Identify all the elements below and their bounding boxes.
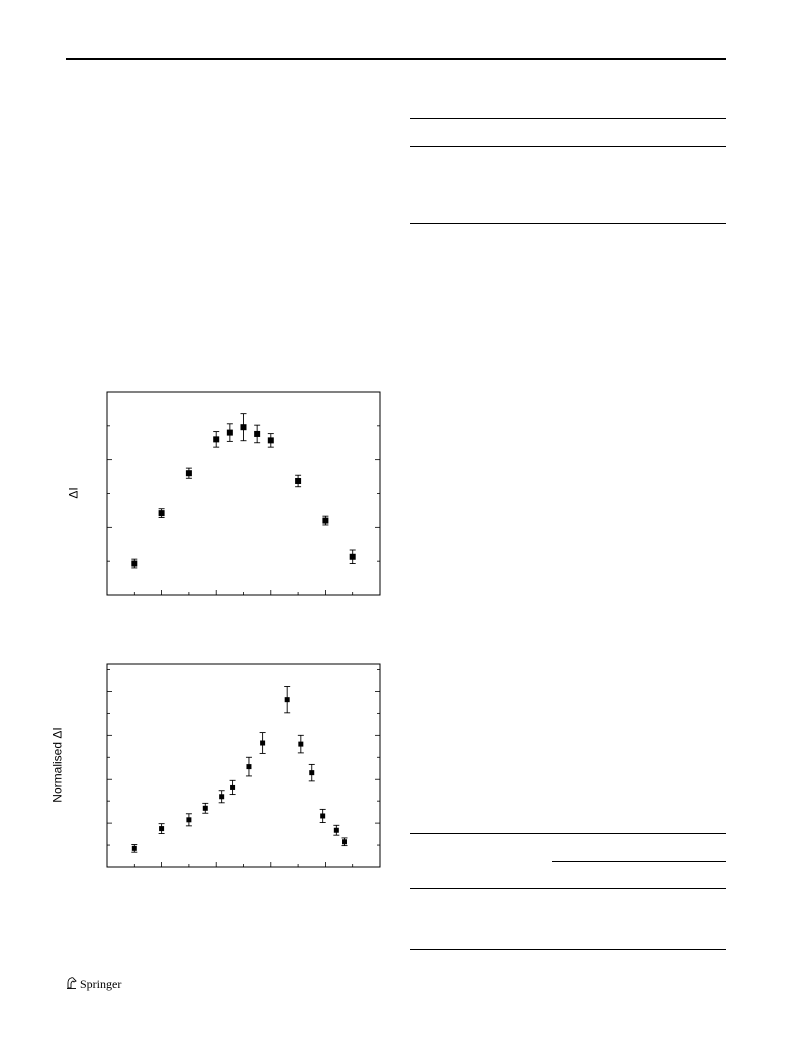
data-point (309, 770, 314, 775)
data-point (159, 826, 164, 831)
data-point (203, 806, 208, 811)
springer-horse-icon (66, 976, 77, 993)
data-point (230, 785, 235, 790)
data-point (219, 794, 224, 799)
data-point (342, 839, 347, 844)
chart1-ylabel: ΔI (66, 487, 81, 499)
plot-frame (107, 664, 380, 867)
data-point (320, 813, 325, 818)
data-point (334, 828, 339, 833)
publisher-name: Springer (80, 977, 122, 991)
data-point (298, 742, 303, 747)
data-point (186, 817, 191, 822)
data-point (260, 741, 265, 746)
publisher-logo (66, 976, 121, 993)
data-point (132, 846, 137, 851)
data-point (285, 697, 290, 702)
data-point (246, 764, 251, 769)
chart2-ylabel: Normalised ΔI (50, 727, 65, 803)
